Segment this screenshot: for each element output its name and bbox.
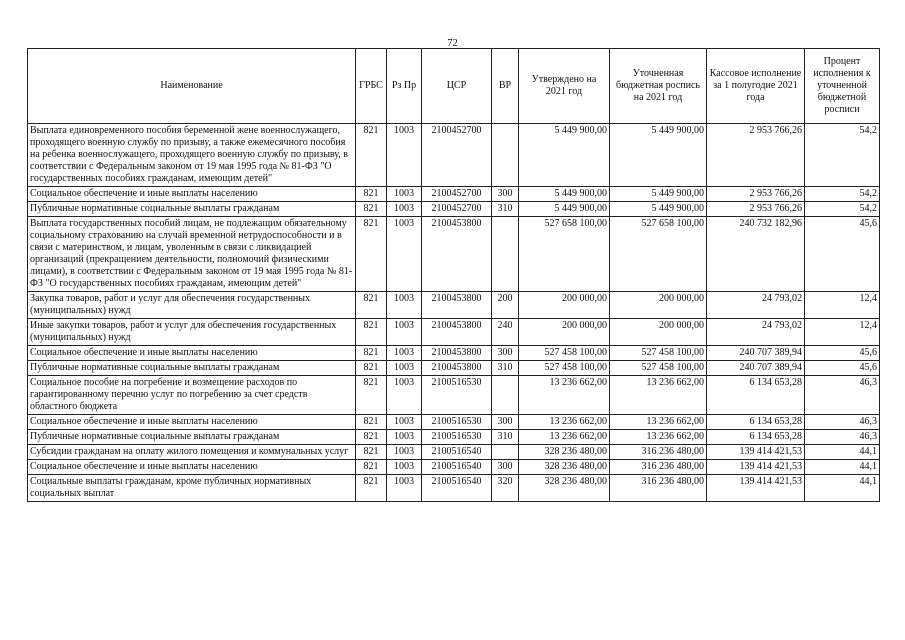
table-row	[28, 376, 880, 415]
cell-approved: 200 000,00	[519, 292, 610, 319]
cell-grbs: 821	[356, 445, 387, 460]
cell-csr: 2100452700	[422, 124, 492, 187]
cell-cash: 2 953 766,26	[707, 124, 805, 187]
cell-percent: 45,6	[805, 346, 880, 361]
cell-refined: 5 449 900,00	[610, 124, 707, 187]
cell-refined: 527 458 100,00	[610, 346, 707, 361]
cell-vr: 200	[492, 292, 519, 319]
cell-grbs: 821	[356, 376, 387, 415]
cell-name: Закупка товаров, работ и услуг для обеспечения государственных (муниципальных) нужд	[28, 292, 356, 319]
table-row	[28, 124, 880, 187]
header-csr: ЦСР	[422, 49, 492, 124]
cell-vr: 320	[492, 475, 519, 502]
cell-cash: 240 707 389,94	[707, 361, 805, 376]
cell-rzpr: 1003	[387, 361, 422, 376]
cell-name: Публичные нормативные социальные выплаты гражданам	[28, 361, 356, 376]
header-vr: ВР	[492, 49, 519, 124]
table-row	[28, 217, 880, 292]
cell-vr: 300	[492, 415, 519, 430]
table-row	[28, 292, 880, 319]
cell-grbs: 821	[356, 430, 387, 445]
cell-cash: 2 953 766,26	[707, 202, 805, 217]
cell-name: Социальное пособие на погребение и возмещение расходов по гарантированному перечню услуг по погребению за счет средств областного бюджета	[28, 376, 356, 415]
cell-csr: 2100516540	[422, 460, 492, 475]
cell-csr: 2100453800	[422, 292, 492, 319]
cell-csr: 2100516540	[422, 445, 492, 460]
cell-vr	[492, 124, 519, 187]
cell-refined: 5 449 900,00	[610, 187, 707, 202]
cell-approved: 13 236 662,00	[519, 376, 610, 415]
cell-percent: 12,4	[805, 292, 880, 319]
cell-rzpr: 1003	[387, 319, 422, 346]
cell-name: Выплата единовременного пособия беременной жене военнослужащего, проходящего военную службу по призыву, а также ежемесячного пособия на ребенка военнослужащего, проходящего военную службу по призыву, в соответствии с Федеральным законом от 19 мая 1995 года № 81-ФЗ "О государственных пособиях гражданам, имеющим детей"	[28, 124, 356, 187]
cell-csr: 2100516530	[422, 415, 492, 430]
cell-vr	[492, 217, 519, 292]
header-cash: Кассовое исполнение за 1 полугодие 2021 года	[707, 49, 805, 124]
table-row	[28, 415, 880, 430]
cell-rzpr: 1003	[387, 124, 422, 187]
cell-grbs: 821	[356, 217, 387, 292]
cell-approved: 328 236 480,00	[519, 460, 610, 475]
cell-rzpr: 1003	[387, 187, 422, 202]
table-row	[28, 460, 880, 475]
cell-percent: 54,2	[805, 124, 880, 187]
cell-cash: 139 414 421,53	[707, 475, 805, 502]
cell-csr: 2100452700	[422, 187, 492, 202]
cell-percent: 46,3	[805, 430, 880, 445]
cell-rzpr: 1003	[387, 415, 422, 430]
table-row	[28, 430, 880, 445]
cell-csr: 2100453800	[422, 319, 492, 346]
cell-percent: 54,2	[805, 202, 880, 217]
cell-approved: 5 449 900,00	[519, 187, 610, 202]
cell-rzpr: 1003	[387, 460, 422, 475]
cell-percent: 45,6	[805, 217, 880, 292]
table-body	[28, 124, 880, 502]
cell-csr: 2100453800	[422, 346, 492, 361]
header-refined: Уточненная бюджетная роспись на 2021 год	[610, 49, 707, 124]
cell-refined: 316 236 480,00	[610, 445, 707, 460]
cell-cash: 24 793,02	[707, 292, 805, 319]
cell-grbs: 821	[356, 187, 387, 202]
header-grbs: ГРБС	[356, 49, 387, 124]
header-row	[28, 49, 880, 124]
cell-name: Субсидии гражданам на оплату жилого помещения и коммунальных услуг	[28, 445, 356, 460]
budget-table	[27, 48, 880, 502]
table-row	[28, 475, 880, 502]
cell-approved: 13 236 662,00	[519, 415, 610, 430]
cell-approved: 13 236 662,00	[519, 430, 610, 445]
cell-grbs: 821	[356, 415, 387, 430]
cell-percent: 46,3	[805, 376, 880, 415]
cell-vr	[492, 376, 519, 415]
cell-csr: 2100453800	[422, 217, 492, 292]
cell-grbs: 821	[356, 475, 387, 502]
cell-cash: 240 732 182,96	[707, 217, 805, 292]
cell-vr: 240	[492, 319, 519, 346]
cell-name: Выплата государственных пособий лицам, не подлежащим обязательному социальному страхованию на случай временной нетрудоспособности и в связи с материнством, и лицам, уволенным в связи с ликвидацией организаций (прекращением деятельности, полномочий физическими лицами), в соответствии с Федеральным законом от 19 мая 1995 года № 81-ФЗ "О государственных пособиях гражданам, имеющим детей"	[28, 217, 356, 292]
cell-approved: 328 236 480,00	[519, 445, 610, 460]
cell-csr: 2100516540	[422, 475, 492, 502]
cell-rzpr: 1003	[387, 202, 422, 217]
header-approved: Утверждено на 2021 год	[519, 49, 610, 124]
cell-name: Социальное обеспечение и иные выплаты населению	[28, 415, 356, 430]
cell-name: Публичные нормативные социальные выплаты гражданам	[28, 202, 356, 217]
cell-rzpr: 1003	[387, 445, 422, 460]
cell-vr: 300	[492, 346, 519, 361]
cell-rzpr: 1003	[387, 292, 422, 319]
cell-refined: 13 236 662,00	[610, 376, 707, 415]
cell-name: Социальное обеспечение и иные выплаты населению	[28, 187, 356, 202]
cell-percent: 44,1	[805, 475, 880, 502]
cell-rzpr: 1003	[387, 346, 422, 361]
cell-refined: 316 236 480,00	[610, 460, 707, 475]
table-row	[28, 319, 880, 346]
cell-csr: 2100452700	[422, 202, 492, 217]
cell-name: Иные закупки товаров, работ и услуг для обеспечения государственных (муниципальных) нужд	[28, 319, 356, 346]
cell-refined: 527 658 100,00	[610, 217, 707, 292]
cell-refined: 200 000,00	[610, 319, 707, 346]
cell-cash: 6 134 653,28	[707, 415, 805, 430]
cell-cash: 240 707 389,94	[707, 346, 805, 361]
cell-name: Социальное обеспечение и иные выплаты населению	[28, 346, 356, 361]
cell-grbs: 821	[356, 346, 387, 361]
cell-vr: 300	[492, 187, 519, 202]
cell-refined: 13 236 662,00	[610, 415, 707, 430]
cell-percent: 46,3	[805, 415, 880, 430]
cell-cash: 139 414 421,53	[707, 445, 805, 460]
cell-approved: 527 458 100,00	[519, 346, 610, 361]
cell-vr: 310	[492, 430, 519, 445]
cell-percent: 44,1	[805, 445, 880, 460]
cell-grbs: 821	[356, 361, 387, 376]
table-row	[28, 445, 880, 460]
cell-cash: 6 134 653,28	[707, 376, 805, 415]
cell-rzpr: 1003	[387, 217, 422, 292]
table-row	[28, 202, 880, 217]
cell-refined: 316 236 480,00	[610, 475, 707, 502]
cell-approved: 527 458 100,00	[519, 361, 610, 376]
cell-cash: 139 414 421,53	[707, 460, 805, 475]
cell-vr: 310	[492, 202, 519, 217]
cell-csr: 2100453800	[422, 361, 492, 376]
cell-percent: 54,2	[805, 187, 880, 202]
page-number: 72	[447, 38, 458, 49]
header-rzpr: Рз Пр	[387, 49, 422, 124]
cell-percent: 12,4	[805, 319, 880, 346]
cell-name: Социальное обеспечение и иные выплаты населению	[28, 460, 356, 475]
cell-vr: 300	[492, 460, 519, 475]
cell-grbs: 821	[356, 460, 387, 475]
cell-percent: 44,1	[805, 460, 880, 475]
cell-cash: 6 134 653,28	[707, 430, 805, 445]
cell-approved: 5 449 900,00	[519, 202, 610, 217]
cell-grbs: 821	[356, 319, 387, 346]
cell-refined: 527 458 100,00	[610, 361, 707, 376]
cell-rzpr: 1003	[387, 430, 422, 445]
cell-grbs: 821	[356, 124, 387, 187]
cell-approved: 200 000,00	[519, 319, 610, 346]
cell-cash: 2 953 766,26	[707, 187, 805, 202]
table-row	[28, 187, 880, 202]
cell-refined: 200 000,00	[610, 292, 707, 319]
cell-approved: 5 449 900,00	[519, 124, 610, 187]
cell-grbs: 821	[356, 202, 387, 217]
header-percent: Процент исполнения к уточненной бюджетной росписи	[805, 49, 880, 124]
cell-cash: 24 793,02	[707, 319, 805, 346]
table-row	[28, 346, 880, 361]
cell-name: Публичные нормативные социальные выплаты гражданам	[28, 430, 356, 445]
cell-csr: 2100516530	[422, 376, 492, 415]
cell-csr: 2100516530	[422, 430, 492, 445]
cell-approved: 527 658 100,00	[519, 217, 610, 292]
cell-rzpr: 1003	[387, 475, 422, 502]
header-name: Наименование	[28, 49, 356, 124]
cell-rzpr: 1003	[387, 376, 422, 415]
cell-percent: 45,6	[805, 361, 880, 376]
cell-refined: 5 449 900,00	[610, 202, 707, 217]
cell-grbs: 821	[356, 292, 387, 319]
cell-name: Социальные выплаты гражданам, кроме публичных нормативных социальных выплат	[28, 475, 356, 502]
cell-refined: 13 236 662,00	[610, 430, 707, 445]
cell-vr: 310	[492, 361, 519, 376]
cell-approved: 328 236 480,00	[519, 475, 610, 502]
cell-vr	[492, 445, 519, 460]
table-row	[28, 361, 880, 376]
